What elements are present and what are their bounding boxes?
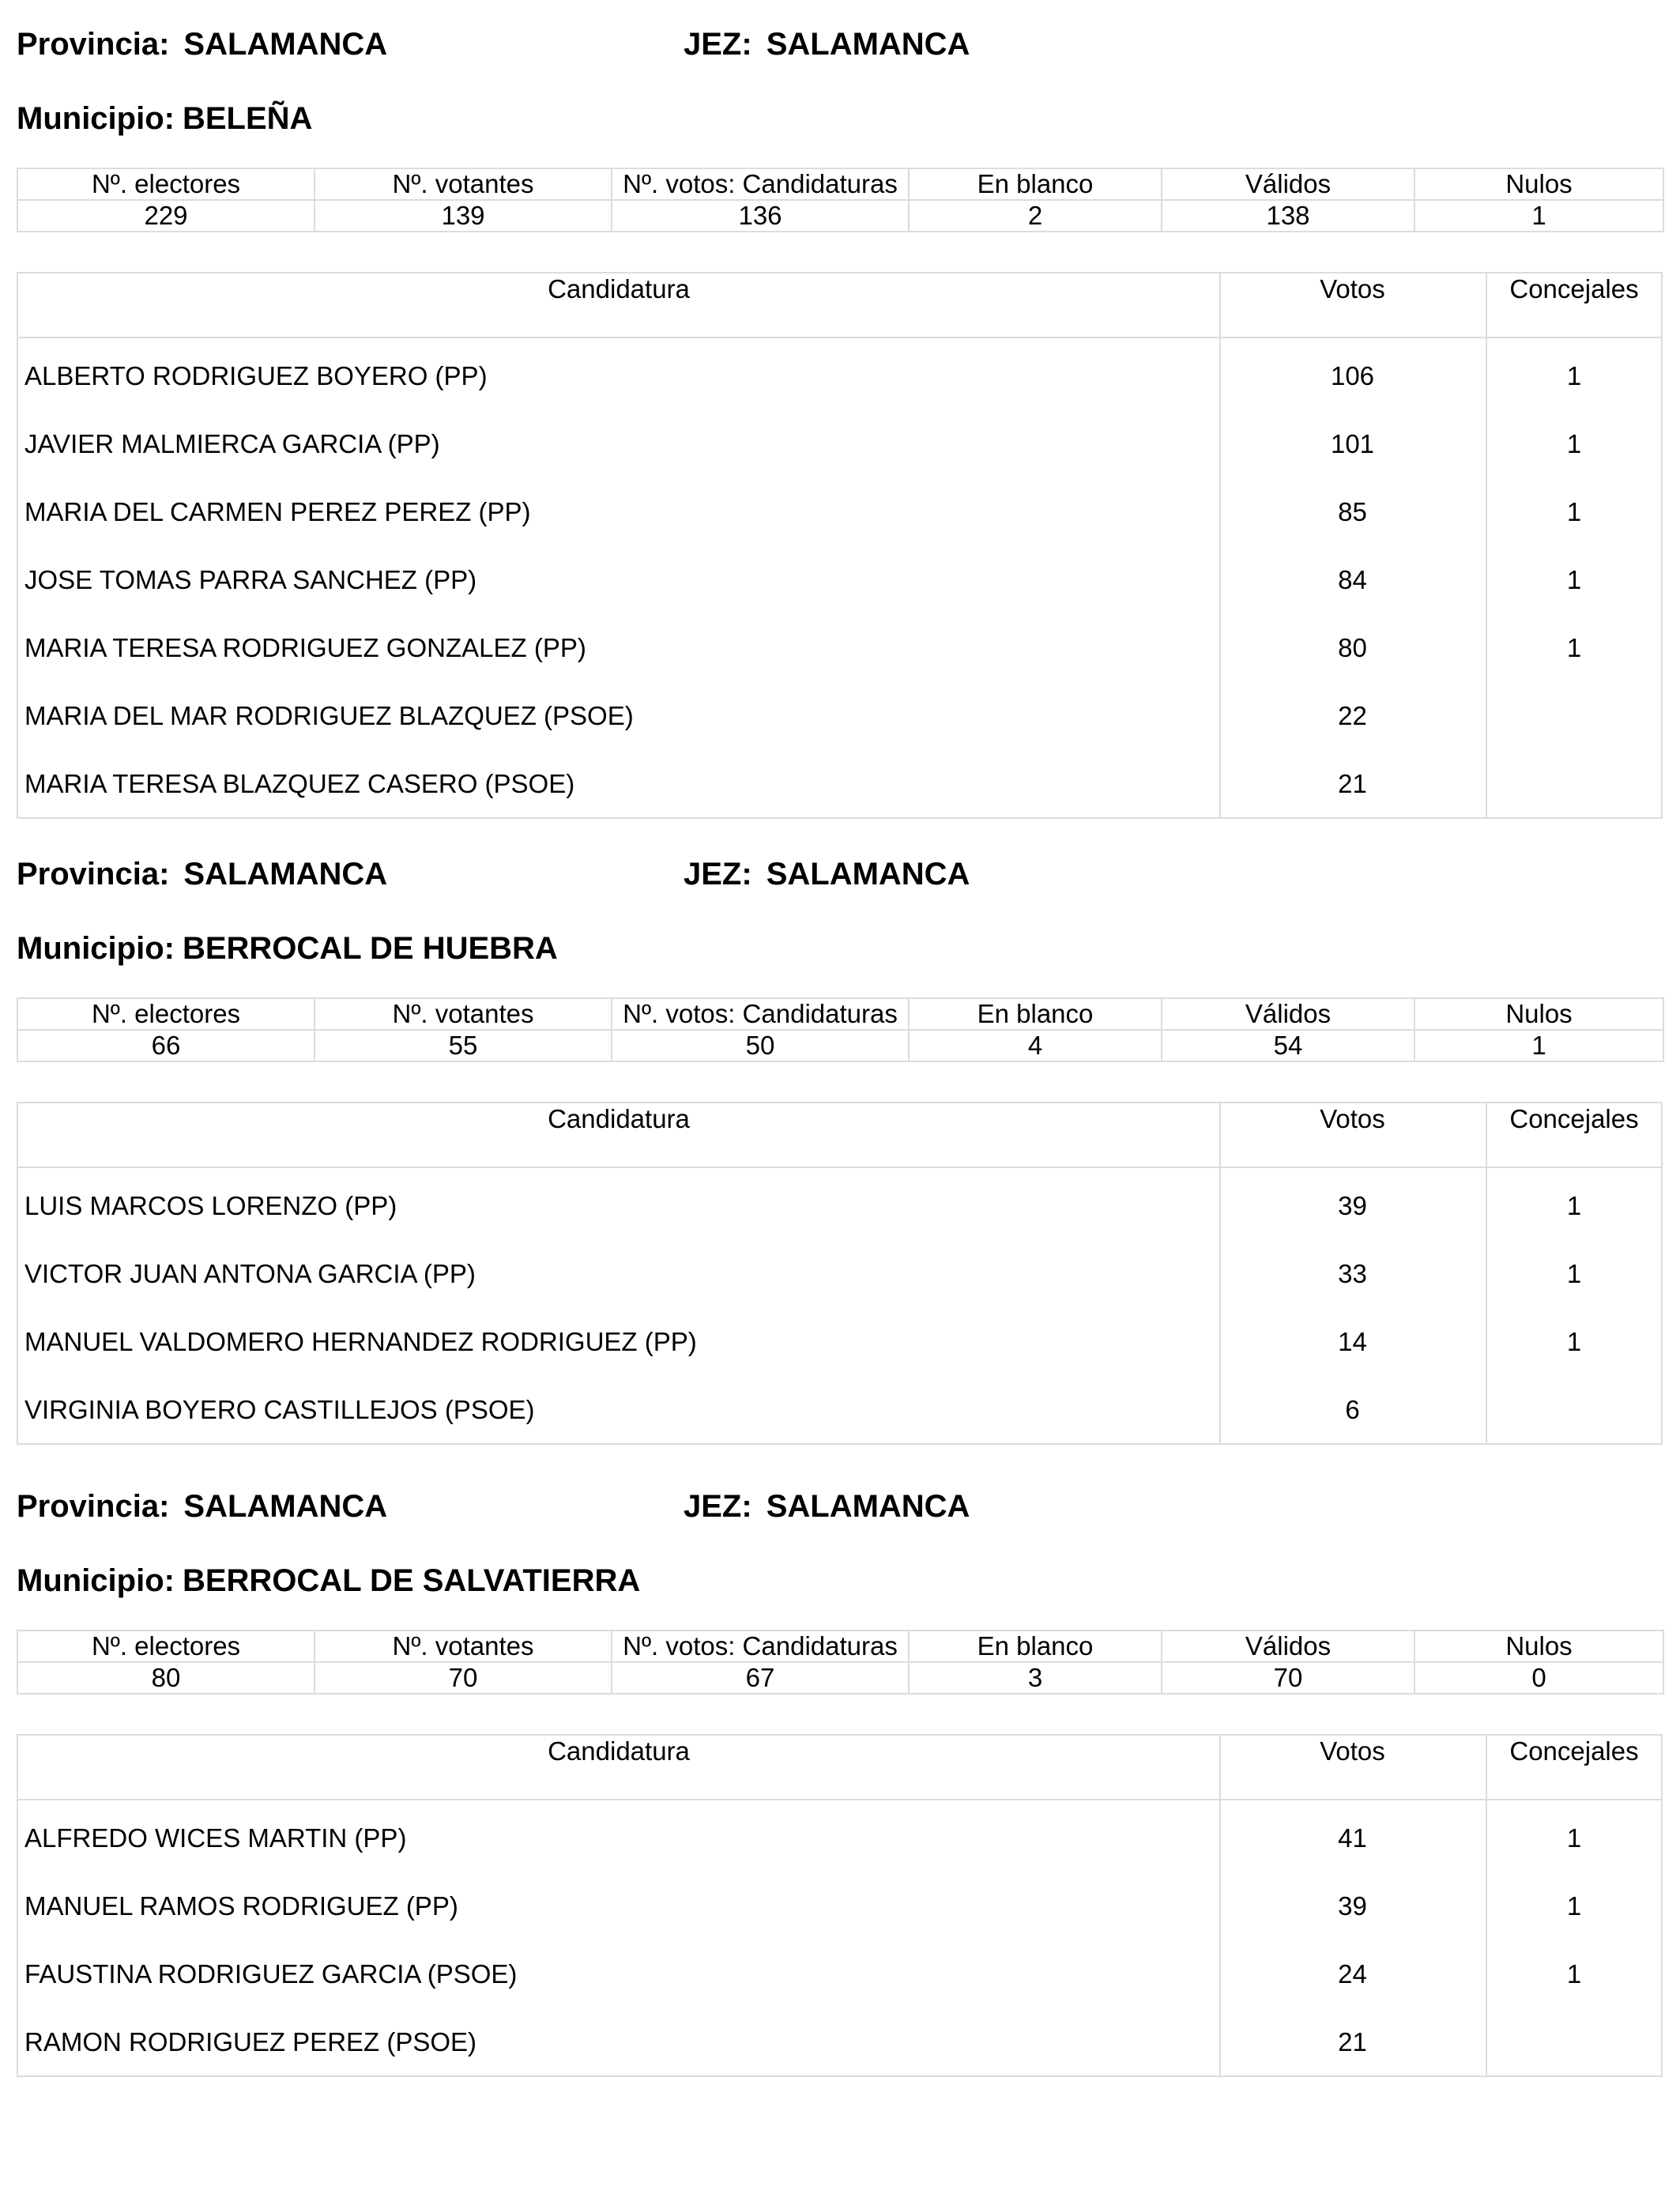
stats-value-cell: 55	[315, 1030, 612, 1061]
candidate-name: ALFREDO WICES MARTIN (PP)	[24, 1823, 407, 1853]
stats-value-row	[17, 1662, 1663, 1694]
candidate-row	[18, 746, 1661, 814]
candidatura-header: Candidatura	[548, 1736, 690, 1766]
candidate-row	[18, 2004, 1661, 2072]
candidate-votes: 80	[1338, 633, 1367, 662]
jez-line	[684, 1491, 970, 1522]
candidate-votes: 22	[1338, 701, 1367, 730]
candidate-concejales: 1	[1566, 1191, 1582, 1220]
provincia-label: Provincia:	[17, 27, 170, 62]
candidate-votes: 21	[1338, 2027, 1367, 2056]
candidatura-header: Candidatura	[548, 1104, 690, 1133]
candidate-row	[18, 1236, 1661, 1304]
stats-value-cell: 136	[612, 200, 909, 232]
stats-table	[17, 1630, 1664, 1695]
candidate-row	[18, 474, 1661, 542]
stats-header-cell: Nº. votos: Candidaturas	[612, 998, 909, 1030]
stats-value-row	[17, 1030, 1663, 1061]
candidate-concejales: 1	[1566, 1327, 1582, 1356]
votos-header: Votos	[1320, 1736, 1385, 1766]
candidate-concejales: 1	[1566, 1891, 1582, 1921]
candidates-table	[17, 272, 1663, 819]
municipio-title: BERROCAL DE SALVATIERRA	[182, 1563, 641, 1598]
provincia-value: SALAMANCA	[183, 857, 388, 892]
candidate-row	[18, 542, 1661, 610]
candidate-name: RAMON RODRIGUEZ PEREZ (PSOE)	[24, 2027, 477, 2056]
stats-header-cell: Nulos	[1414, 998, 1663, 1030]
candidatura-header: Candidatura	[548, 274, 690, 303]
municipio-line	[17, 103, 312, 134]
stats-value-cell: 139	[315, 200, 612, 232]
municipio-line	[17, 933, 558, 964]
candidate-concejales: 1	[1566, 1959, 1582, 1989]
concejales-header: Concejales	[1509, 1736, 1639, 1766]
candidate-name: ALBERTO RODRIGUEZ BOYERO (PP)	[24, 361, 488, 390]
stats-value-cell: 70	[315, 1662, 612, 1694]
candidate-concejales: 1	[1566, 497, 1582, 526]
candidate-row	[18, 1868, 1661, 1936]
stats-value-cell: 54	[1162, 1030, 1414, 1061]
jez-label: JEZ:	[684, 27, 752, 62]
provincia-line	[17, 28, 387, 60]
stats-header-cell: Nulos	[1414, 168, 1663, 200]
candidate-concejales: 1	[1566, 429, 1582, 458]
provincia-line	[17, 1491, 387, 1522]
jez-value: SALAMANCA	[766, 27, 970, 62]
stats-value-row	[17, 200, 1663, 232]
stats-value-cell: 138	[1162, 200, 1414, 232]
provincia-label: Provincia:	[17, 857, 170, 892]
candidate-name: MANUEL VALDOMERO HERNANDEZ RODRIGUEZ (PP)	[24, 1327, 697, 1356]
jez-label: JEZ:	[684, 1489, 752, 1524]
stats-value-cell: 0	[1414, 1662, 1663, 1694]
votos-header: Votos	[1320, 1104, 1385, 1133]
candidate-name: MARIA TERESA RODRIGUEZ GONZALEZ (PP)	[24, 633, 586, 662]
candidate-votes: 21	[1338, 769, 1367, 798]
candidate-concejales: 1	[1566, 633, 1582, 662]
stats-header-row	[17, 1630, 1663, 1662]
provincia-value: SALAMANCA	[183, 1489, 388, 1524]
stats-header-cell: Nº. votantes	[315, 168, 612, 200]
candidate-name: VIRGINIA BOYERO CASTILLEJOS (PSOE)	[24, 1395, 535, 1424]
stats-header-cell: Nº. votos: Candidaturas	[612, 1630, 909, 1662]
candidate-concejales: 1	[1566, 1259, 1582, 1288]
stats-header-cell: Nº. electores	[17, 998, 315, 1030]
candidate-row	[18, 1168, 1661, 1236]
candidate-name: JAVIER MALMIERCA GARCIA (PP)	[24, 429, 440, 458]
candidate-votes: 6	[1345, 1395, 1360, 1424]
candidate-votes: 14	[1338, 1327, 1367, 1356]
candidates-table	[17, 1102, 1663, 1445]
candidate-concejales: 1	[1566, 565, 1582, 594]
stats-table	[17, 168, 1664, 232]
candidate-row	[18, 406, 1661, 474]
municipio-title: BELEÑA	[182, 101, 313, 136]
candidate-votes: 85	[1338, 497, 1367, 526]
stats-value-cell: 80	[17, 1662, 315, 1694]
stats-header-cell: Nulos	[1414, 1630, 1663, 1662]
candidate-concejales: 1	[1566, 1823, 1582, 1853]
municipio-label: Municipio:	[17, 1563, 175, 1598]
candidate-row	[18, 678, 1661, 746]
candidate-name: VICTOR JUAN ANTONA GARCIA (PP)	[24, 1259, 476, 1288]
candidate-row	[18, 1800, 1661, 1868]
stats-table	[17, 997, 1664, 1062]
candidate-votes: 84	[1338, 565, 1367, 594]
stats-header-cell: Nº. votantes	[315, 998, 612, 1030]
candidates-table	[17, 1734, 1663, 2077]
stats-value-cell: 2	[909, 200, 1162, 232]
stats-header-cell: Nº. votos: Candidaturas	[612, 168, 909, 200]
candidate-row	[18, 338, 1661, 406]
candidate-row	[18, 610, 1661, 678]
provincia-label: Provincia:	[17, 1489, 170, 1524]
jez-value: SALAMANCA	[766, 1489, 970, 1524]
stats-header-cell: Nº. electores	[17, 1630, 315, 1662]
stats-value-cell: 67	[612, 1662, 909, 1694]
stats-header-cell: En blanco	[909, 998, 1162, 1030]
stats-header-cell: Válidos	[1162, 998, 1414, 1030]
candidate-votes: 24	[1338, 1959, 1367, 1989]
candidate-votes: 39	[1338, 1891, 1367, 1921]
candidate-name: MARIA TERESA BLAZQUEZ CASERO (PSOE)	[24, 769, 575, 798]
jez-line	[684, 858, 970, 890]
candidate-name: LUIS MARCOS LORENZO (PP)	[24, 1191, 397, 1220]
stats-value-cell: 66	[17, 1030, 315, 1061]
stats-header-row	[17, 998, 1663, 1030]
votos-header: Votos	[1320, 274, 1385, 303]
stats-value-cell: 4	[909, 1030, 1162, 1061]
stats-header-cell: Válidos	[1162, 168, 1414, 200]
stats-header-cell: Nº. electores	[17, 168, 315, 200]
jez-line	[684, 28, 970, 60]
municipio-label: Municipio:	[17, 931, 175, 966]
concejales-header: Concejales	[1509, 1104, 1639, 1133]
candidate-name: JOSE TOMAS PARRA SANCHEZ (PP)	[24, 565, 477, 594]
provincia-value: SALAMANCA	[183, 27, 388, 62]
candidate-row	[18, 1304, 1661, 1372]
stats-header-cell: Nº. votantes	[315, 1630, 612, 1662]
candidate-name: MARIA DEL CARMEN PEREZ PEREZ (PP)	[24, 497, 531, 526]
stats-header-cell: En blanco	[909, 1630, 1162, 1662]
candidate-votes: 33	[1338, 1259, 1367, 1288]
concejales-header: Concejales	[1509, 274, 1639, 303]
stats-header-row	[17, 168, 1663, 200]
provincia-line	[17, 858, 387, 890]
candidate-concejales: 1	[1566, 361, 1582, 390]
candidate-name: MANUEL RAMOS RODRIGUEZ (PP)	[24, 1891, 458, 1921]
stats-value-cell: 3	[909, 1662, 1162, 1694]
candidate-row	[18, 1372, 1661, 1440]
municipio-label: Municipio:	[17, 101, 175, 136]
jez-label: JEZ:	[684, 857, 752, 892]
jez-value: SALAMANCA	[766, 857, 970, 892]
candidate-name: MARIA DEL MAR RODRIGUEZ BLAZQUEZ (PSOE)	[24, 701, 634, 730]
candidate-votes: 101	[1330, 429, 1375, 458]
municipio-line	[17, 1565, 640, 1596]
stats-value-cell: 1	[1414, 1030, 1663, 1061]
candidate-votes: 41	[1338, 1823, 1367, 1853]
stats-value-cell: 229	[17, 200, 315, 232]
candidate-votes: 39	[1338, 1191, 1367, 1220]
candidate-name: FAUSTINA RODRIGUEZ GARCIA (PSOE)	[24, 1959, 518, 1989]
municipio-title: BERROCAL DE HUEBRA	[182, 931, 558, 966]
stats-header-cell: En blanco	[909, 168, 1162, 200]
candidate-votes: 106	[1330, 361, 1375, 390]
stats-value-cell: 50	[612, 1030, 909, 1061]
stats-value-cell: 70	[1162, 1662, 1414, 1694]
candidate-row	[18, 1936, 1661, 2004]
stats-header-cell: Válidos	[1162, 1630, 1414, 1662]
stats-value-cell: 1	[1414, 200, 1663, 232]
